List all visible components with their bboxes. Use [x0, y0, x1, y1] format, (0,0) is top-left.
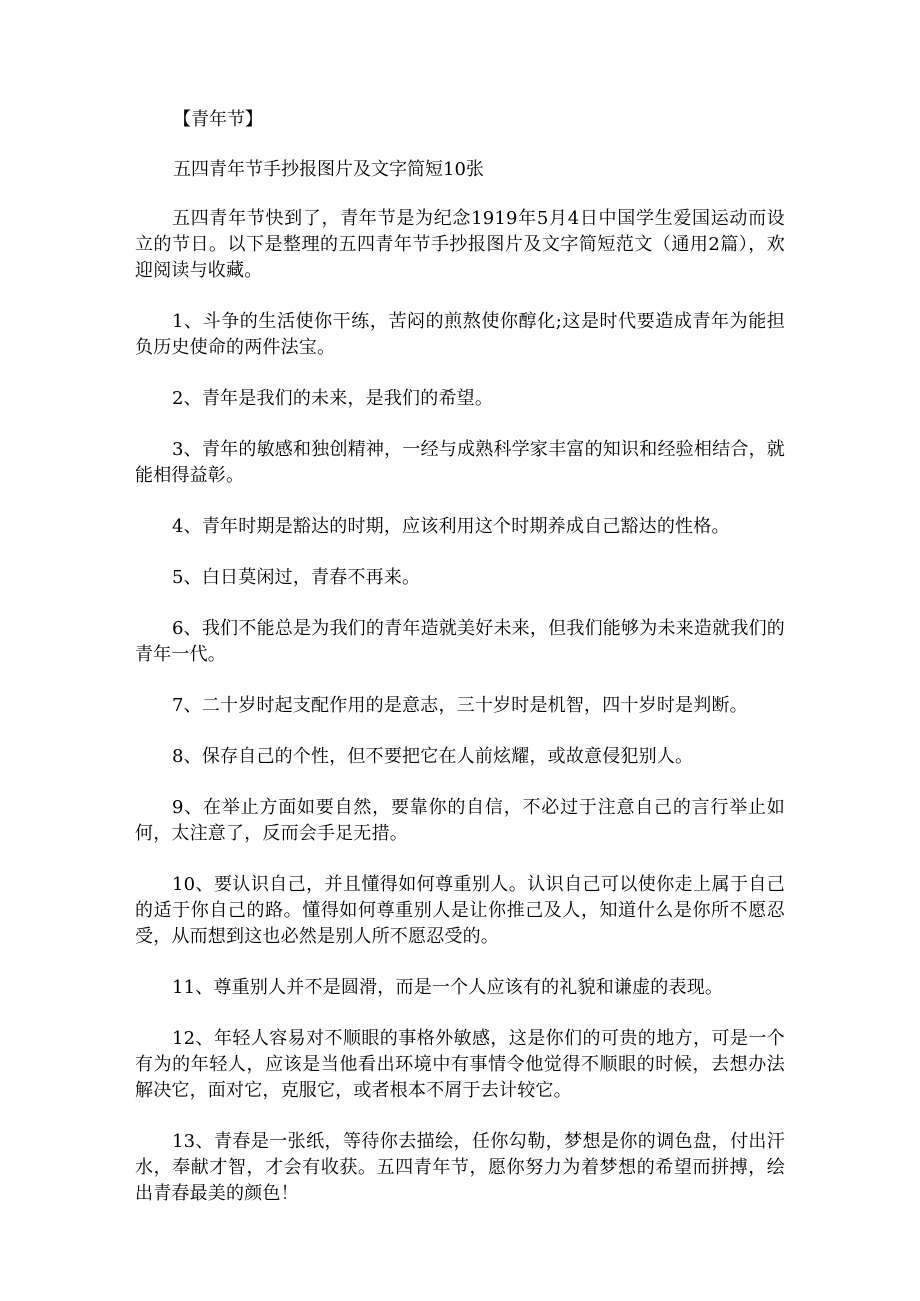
- document-body: [135, 206, 785, 1232]
- list-item: 9、在举止方面如要自然，要靠你的自信，不必过于注意自己的言行举止如何，太注意了，反而会手足无措。: [135, 797, 785, 844]
- list-item: 2、青年是我们的未来，是我们的希望。: [172, 388, 494, 409]
- list-item: 5、白日莫闲过，青春不再来。: [172, 567, 421, 588]
- list-item: 11、尊重别人并不是圆滑，而是一个人应该有的礼貌和谦虚的表现。: [172, 977, 724, 998]
- list-item: 4、青年时期是豁达的时期，应该利用这个时期养成自己豁达的性格。: [172, 516, 730, 537]
- list-item: 1、斗争的生活使你干练，苦闷的煎熬使你醇化;这是时代要造成青年为能担负历史使命的两件法宝。: [135, 311, 785, 358]
- list-item: 8、保存自己的个性，但不要把它在人前炫耀，或故意侵犯别人。: [172, 746, 694, 767]
- list-item: 10、要认识自己，并且懂得如何尊重别人。认识自己可以使你走上属于自己的适于你自己的路。懂得如何尊重别人是让你推己及人，知道什么是你所不愿忍受，从而想到这也必然是别人所不愿忍受的。: [135, 874, 785, 947]
- list-item: 13、青春是一张纸，等待你去描绘，任你勾勒，梦想是你的调色盘，付出汗水，奉献才智，才会有收获。五四青年节，愿你努力为着梦想的希望而拼搏，绘出青春最美的颜色！: [135, 1131, 785, 1204]
- list-item: 6、我们不能总是为我们的青年造就美好未来，但我们能够为未来造就我们的青年一代。: [135, 618, 785, 665]
- list-item: 3、青年的敏感和独创精神，一经与成熟科学家丰富的知识和经验相结合，就能相得益彰。: [135, 439, 785, 486]
- page-subtitle: 五四青年节手抄报图片及文字简短10张: [173, 159, 484, 180]
- intro-paragraph: 五四青年节快到了，青年节是为纪念1919年5月4日中国学生爱国运动而设立的节日。以下是整理的五四青年节手抄报图片及文字简短范文（通用2篇），欢迎阅读与收藏。: [135, 208, 785, 281]
- list-item: 7、二十岁时起支配作用的是意志，三十岁时是机智，四十岁时是判断。: [172, 695, 748, 716]
- page-heading: 【青年节】: [173, 109, 263, 130]
- list-item: 12、年轻人容易对不顺眼的事格外敏感，这是你们的可贵的地方，可是一个有为的年轻人，应该是当他看出环境中有事情令他觉得不顺眼的时候，去想办法解决它，面对它，克服它，或者根本不屑于去计较它。: [135, 1028, 785, 1101]
